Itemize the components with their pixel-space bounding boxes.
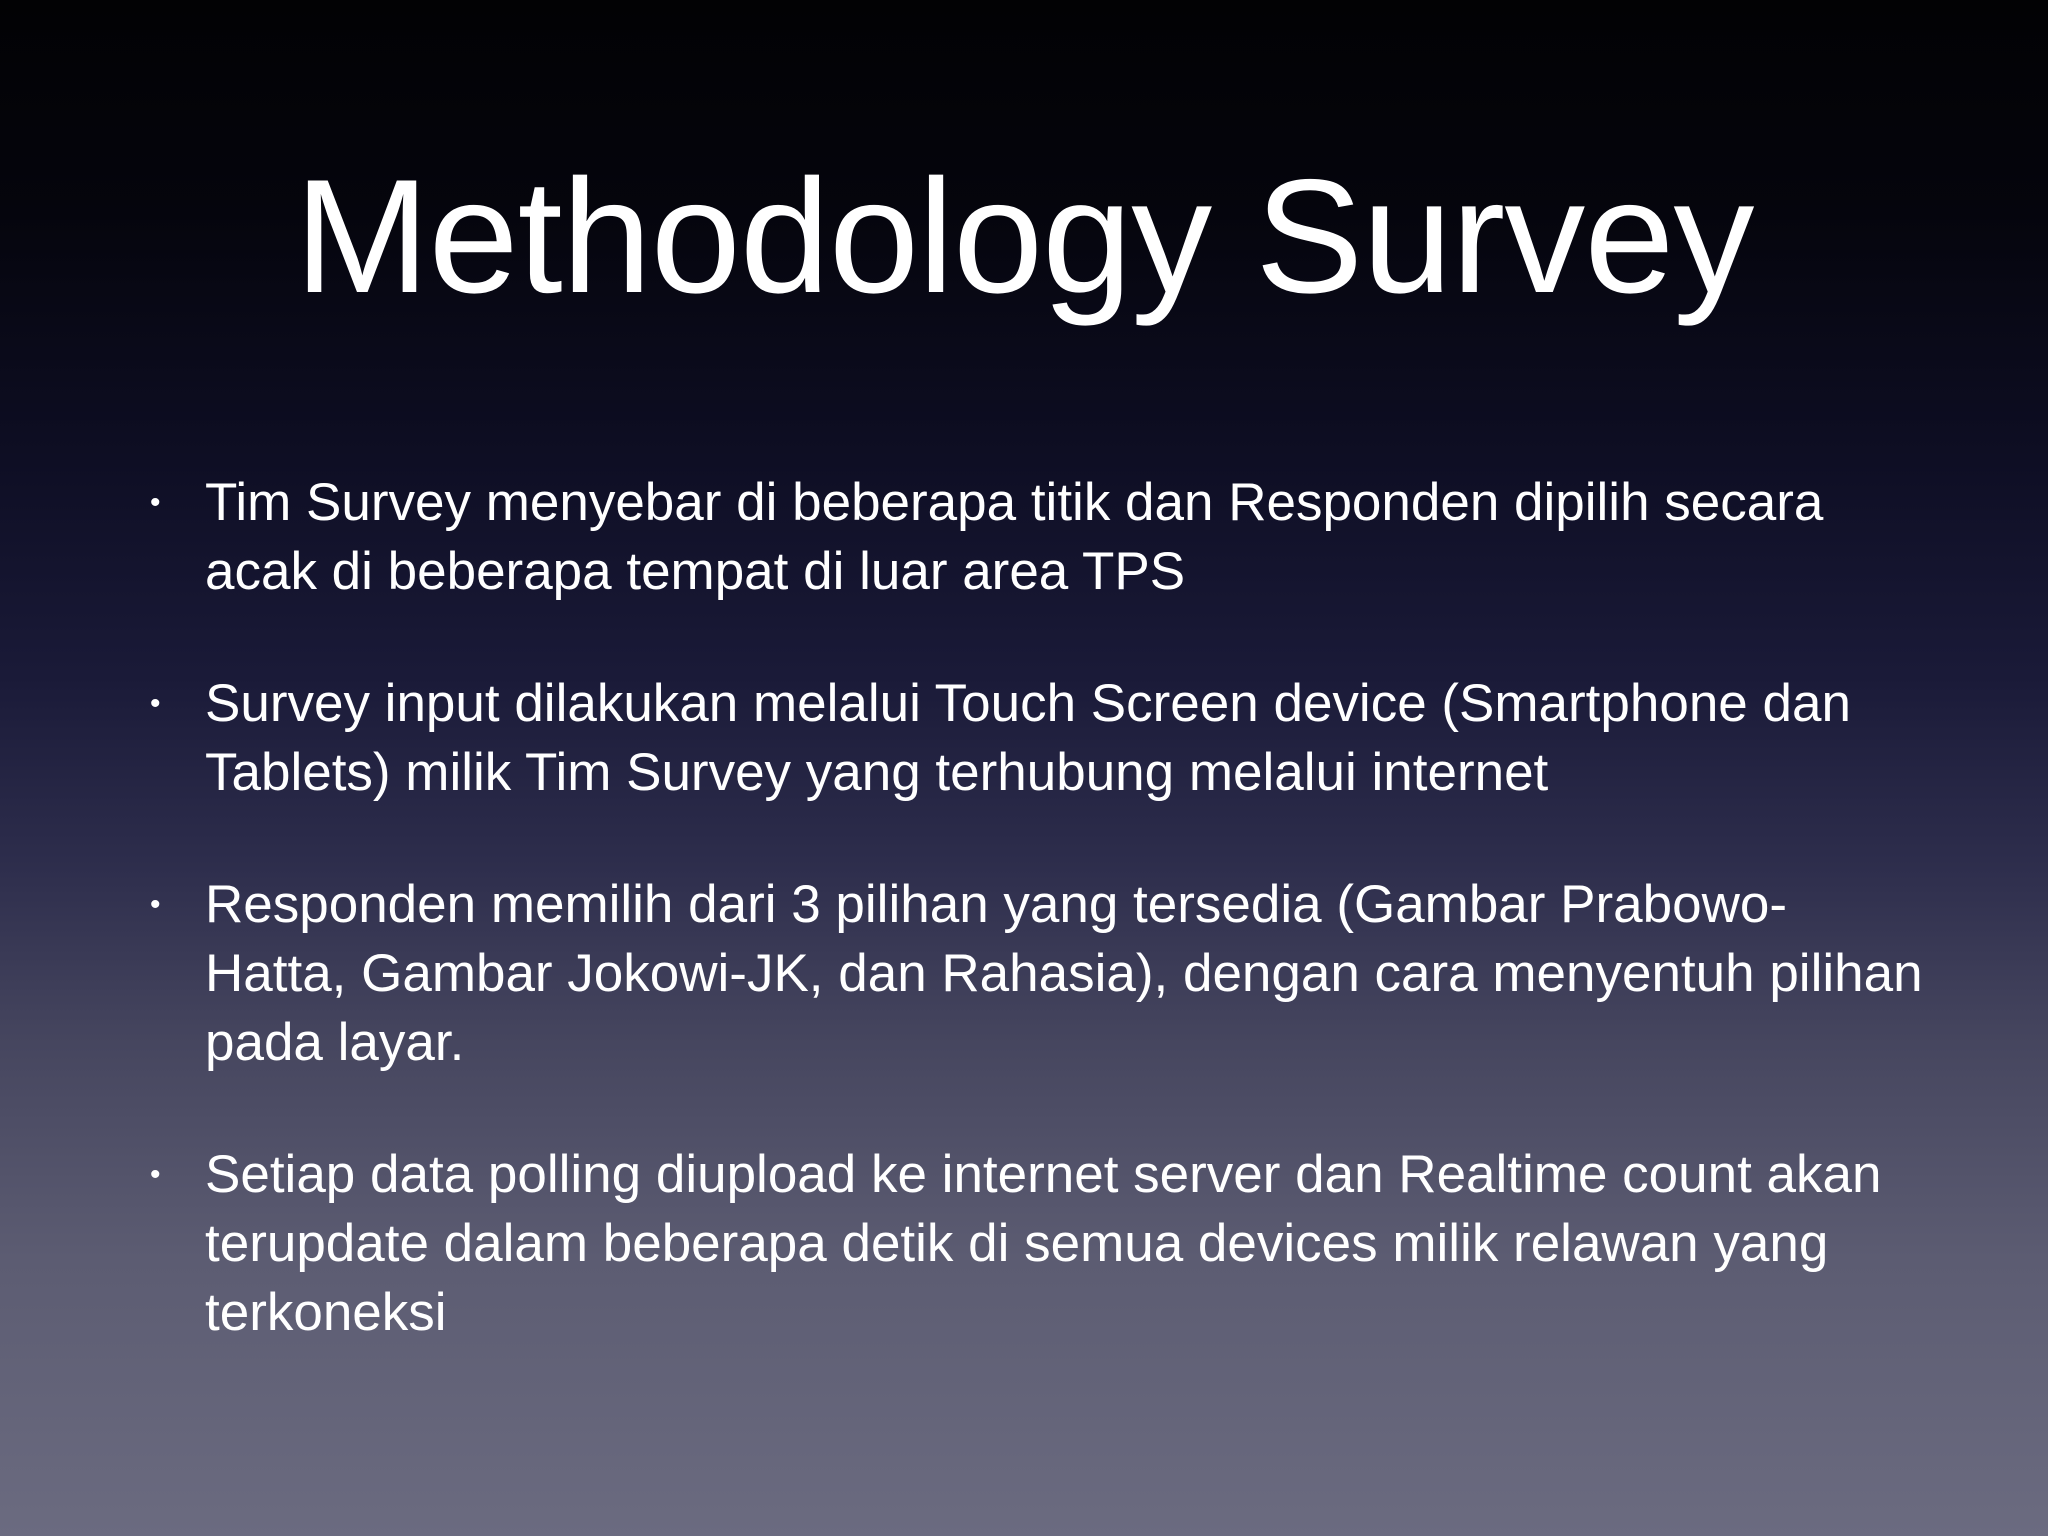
bullet-text: Tim Survey menyebar di beberapa titik dan Responden dipilih secara acak di beberapa tempat di luar area TPS bbox=[205, 473, 1824, 601]
bullet-dot-icon: • bbox=[150, 687, 161, 720]
bullet-text: Survey input dilakukan melalui Touch Screen device (Smartphone dan Tablets) milik Tim Survey yang terhubung melalui internet bbox=[205, 674, 1851, 802]
bullet-text: Setiap data polling diupload ke internet server dan Realtime count akan terupdate dalam beberapa detik di semua devices milik relawan yang terkoneksi bbox=[205, 1145, 1882, 1342]
bullet-dot-icon: • bbox=[150, 486, 161, 519]
slide-title: Methodology Survey bbox=[294, 146, 1754, 327]
bullet-item bbox=[148, 870, 1928, 1077]
bullet-dot-icon: • bbox=[150, 888, 161, 921]
bullet-text: Responden memilih dari 3 pilihan yang tersedia (Gambar Prabowo-Hatta, Gambar Jokowi-JK, dan Rahasia), dengan cara menyentuh pilihan pada layar. bbox=[205, 875, 1923, 1072]
bullet-item bbox=[148, 1140, 1928, 1347]
bullet-item bbox=[148, 468, 1928, 606]
bullet-list bbox=[148, 468, 1928, 1410]
bullet-dot-icon: • bbox=[150, 1158, 161, 1191]
bullet-item bbox=[148, 669, 1928, 807]
